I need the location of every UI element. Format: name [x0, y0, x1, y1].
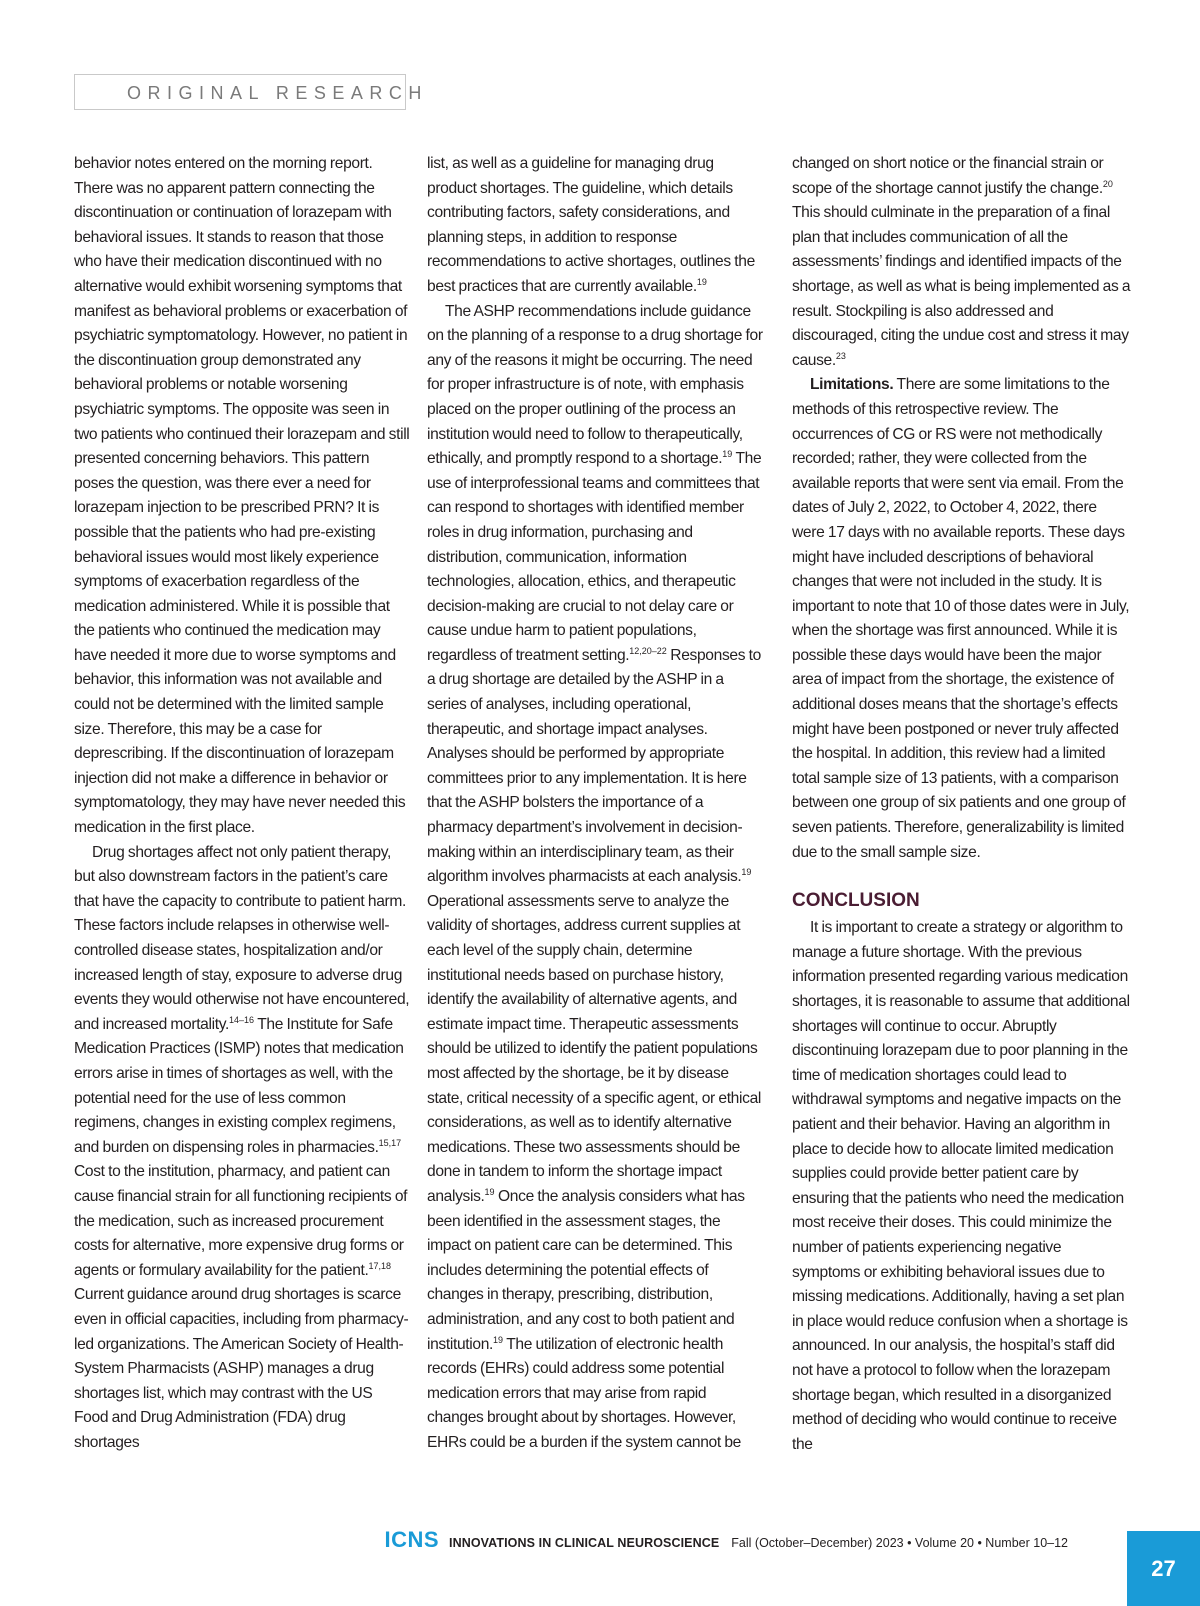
citation: 20 — [1102, 178, 1113, 189]
journal-title: INNOVATIONS IN CLINICAL NEUROSCIENCE — [449, 1536, 720, 1550]
citation: 19 — [493, 1334, 504, 1345]
conclusion-heading: CONCLUSION — [792, 890, 920, 912]
paragraph: Drug shortages affect not only patient therapy, but also downstream factors in the patient’s care that have the capacity to contribute to patient harm. These factors include relapses in otherwise well-controlled disease states, hospitalization and/or increased length of stay, exposure to adverse drug events they would otherwise not have encountered, and increased mortality.$^{14-16}$ The Institute for Safe Medication Practices (ISMP) notes that medication errors arise in times of shortages as well, with the potential need for the use of less common regimens, changes in existing complex regimens, and burden on dispensing roles in pharmacies.$^{15,17}$ Cost to the institution, pharmacy, and patient can cause financial strain for all functioning recipients of the medication, such as increased procurement costs for alternative, more expensive drug forms or agents or formulary availability for the patient.$^{17,18}$ Current guidance around drug shortages is scarce even in official capacities, including from pharmacy-led organizations. The American Society of Health-System Pharmacists (ASHP) manages a drug shortages list, which may contrast with the US Food and Drug Administration (FDA) drug shortages — [74, 843, 410, 1451]
limitations-label: Limitations. — [810, 376, 894, 394]
citation: 19 — [741, 867, 752, 878]
citation: 17,18 — [368, 1260, 392, 1271]
journal-logo: ICNS — [384, 1527, 440, 1552]
paragraph: list, as well as a guideline for managing drug product shortages. The guideline, which details contributing factors, safety considerations, and planning steps, in addition to response recommendations to active shortages, outlines the best practices that are currently available.$^{19}$ — [427, 155, 755, 295]
limitations-paragraph: Limitations. There are some limitations to the methods of this retrospective review. The occurrences of CG or RS were not methodically recorded; rather, they were collected from the available reports that were sent via email. From the dates of July 2, 2022, to October 4, 2022, there were 17 days with no available reports. These days might have included descriptions of behavioral changes that were not included in the study. It is important to note that 10 of those dates were in July, when the shortage was first announced. While it is possible these days would have been the major area of impact from the shortage, the existence of additional doses means that the shortage’s effects might have been postponed or never truly affected the hospital. In addition, this review had a limited total sample size of 13 patients, with a comparison between one group of six patients and one group of seven patients. Therefore, generalizability is limited due to the small sample size. — [792, 376, 1130, 861]
section-label: ORIGINAL RESEARCH — [74, 74, 406, 110]
citation: 23 — [835, 350, 846, 361]
citation: 19 — [696, 276, 707, 287]
citation: 14–16 — [229, 1014, 255, 1025]
paragraph: The ASHP recommendations include guidance on the planning of a response to a drug shortage for any of the reasons it might be occurring. The need for proper infrastructure is of note, with emphasis placed on the proper outlining of the process an institution would need to follow to therapeutically, ethically, and promptly respond to a shortage.$^{19}$ The use of interprofessional teams and committees that can respond to shortages with identified member roles in drug information, purchasing and distribution, communication, information technologies, allocation, ethics, and therapeutic decision-making are crucial to not delay care or cause undue harm to patient populations, regardless of treatment setting.$^{12,20-22}$ Responses to a drug shortage are detailed by the ASHP in a series of analyses, including operational, therapeutic, and shortage impact analyses. Analyses should be performed by appropriate committees prior to any implementation. It is here that the ASHP bolsters the importance of a pharmacy department’s involvement in decision-making within an interdisciplinary team, as their algorithm involves pharmacists at each analysis.$^{19}$ Operational assessments serve to analyze the validity of shortages, address current supplies at each level of the supply chain, determine institutional needs based on purchase history, identify the availability of alternative agents, and estimate impact time. Therapeutic assessments should be utilized to identify the patient populations most affected by the shortage, be it by disease state, critical necessity of a specific agent, or ethical considerations, as well as to identify alternative medications. These two assessments should be done in tandem to inform the shortage impact analysis.$^{19}$ Once the analysis considers what has been identified in the assessment stages, the impact on patient care can be determined. This includes determining the potential effects of changes in therapy, prescribing, distribution, administration, and any cost to both patient and institution.$^{19}$ The utilization of electronic health records (EHRs) could address some potential medication errors that may arise from rapid changes brought about by shortages. However, EHRs could be a burden if the system cannot be — [427, 302, 763, 1451]
citation: 19 — [722, 449, 733, 460]
column-2 — [427, 152, 763, 1455]
citation: 12,20–22 — [629, 645, 667, 656]
page-number: 27 — [1127, 1531, 1200, 1606]
footer — [384, 1527, 1068, 1555]
paragraph: behavior notes entered on the morning report. There was no apparent pattern connecting the discontinuation or continuation of lorazepam with behavioral issues. It stands to reason that those who have their medication discontinued with no alternative would exhibit worsening symptoms that manifest as behavioral problems or exacerbation of psychiatric symptomatology. However, no patient in the discontinuation group demonstrated any behavioral problems or notable worsening psychiatric symptoms. The opposite was seen in two patients who continued their lorazepam and still presented concerning behaviors. This pattern poses the question, was there ever a need for lorazepam injection to be prescribed PRN? It is possible that the patients who had pre-existing behavioral issues would most likely experience symptoms of exacerbation regardless of the medication administered. While it is possible that the patients who continued the medication may have needed it more due to worse symptoms and behavior, this information was not available and could not be determined with the limited sample size. Therefore, this may be a case for deprescribing. If the discontinuation of lorazepam injection did not make a difference in behavior or symptomatology, they may have never needed this medication in the first place. — [74, 155, 410, 837]
column-3 — [792, 152, 1132, 1457]
citation: 15,17 — [378, 1137, 402, 1148]
paragraph: changed on short notice or the financial strain or scope of the shortage cannot justify the change.$^{20}$ This should culminate in the preparation of a final plan that includes communication of all the assessments’ findings and identified impacts of the shortage, as well as what is being implemented as a result. Stockpiling is also addressed and discouraged, citing the undue cost and stress it may cause.$^{23}$ — [792, 155, 1131, 369]
issue-info: Fall (October–December) 2023 • Volume 20 • Number 10–12 — [731, 1536, 1068, 1550]
conclusion-paragraph: It is important to create a strategy or algorithm to manage a future shortage. With the previous information presented regarding various medication shortages, it is reasonable to assume that additional shortages will continue to occur. Abruptly discontinuing lorazepam due to poor planning in the time of medication shortages could lead to withdrawal symptoms and negative impacts on the patient and their behavior. Having an algorithm in place to decide how to allocate limited medication supplies could provide better patient care by ensuring that the patients who need the medication most receive their doses. This could minimize the number of patients experiencing negative symptoms or exhibiting behavioral issues due to missing medications. Additionally, having a set plan in place would reduce confusion when a shortage is announced. In our analysis, the hospital’s staff did not have a protocol to follow when the lorazepam shortage began, which resulted in a disorganized method of deciding who would continue to receive the — [792, 919, 1130, 1453]
citation: 19 — [484, 1186, 495, 1197]
column-1 — [74, 152, 410, 1455]
